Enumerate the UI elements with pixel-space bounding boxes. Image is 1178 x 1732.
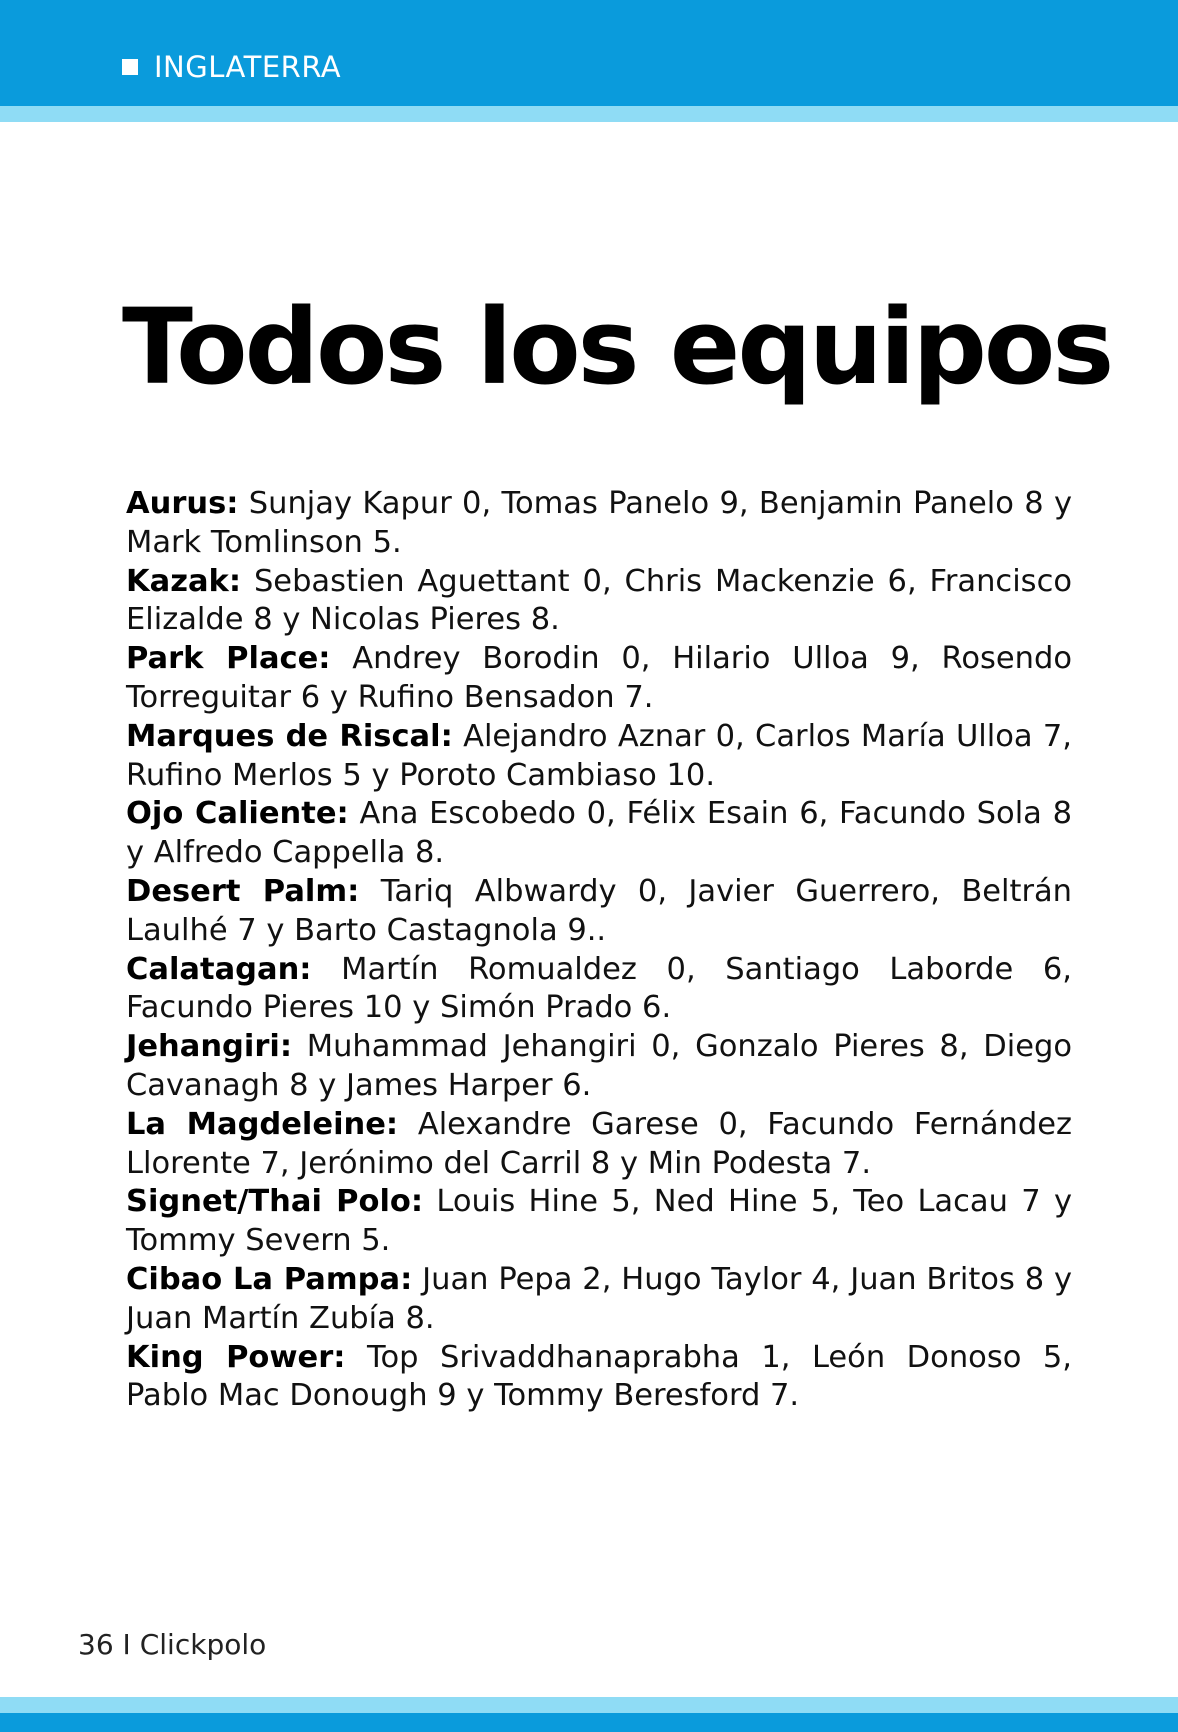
team-entry-desert-palm <box>126 873 1072 951</box>
team-name: La Magdeleine: <box>126 1106 399 1142</box>
team-players: Muhammad Jehangiri 0, Gonzalo Pieres 8, Diego Cavanagh 8 y James Harper 6. <box>126 1029 1072 1103</box>
team-name: Kazak: <box>126 563 242 599</box>
square-bullet-icon <box>122 59 138 75</box>
header-stripe <box>0 106 1178 122</box>
page-number: 36 <box>78 1628 114 1661</box>
page-footer <box>78 1628 266 1661</box>
team-name: Aurus: <box>126 486 239 521</box>
team-players: Juan Pepa 2, Hugo Taylor 4, Juan Britos 8 y Juan Martín Zubía 8. <box>126 1261 1072 1336</box>
team-name: Park Place: <box>126 641 331 677</box>
team-players: Alexandre Garese 0, Facundo Fernández Llorente 7, Jerónimo del Carril 8 y Min Podesta 7. <box>126 1106 1072 1181</box>
team-name: Cibao La Pampa: <box>126 1261 413 1297</box>
team-entry-calatagan <box>126 951 1072 1029</box>
team-name: Desert Palm: <box>126 873 360 909</box>
team-name: Signet/Thai Polo: <box>126 1184 424 1220</box>
team-players: Ana Escobedo 0, Félix Esain 6, Facundo Sola 8 y Alfredo Cappella 8. <box>126 796 1073 871</box>
team-entry-ojo-caliente <box>126 795 1072 873</box>
team-players: Tariq Albwardy 0, Javier Guerrero, Beltrán Laulhé 7 y Barto Castagnola 9.. <box>126 873 1072 948</box>
team-list <box>126 485 1072 1416</box>
section-header <box>122 50 341 84</box>
team-name: Jehangiri: <box>126 1029 293 1065</box>
footer-stripe <box>0 1697 1178 1713</box>
team-name: Marques de Riscal: <box>126 718 453 754</box>
team-name: King Power: <box>126 1339 346 1375</box>
team-players: Sebastien Aguettant 0, Chris Mackenzie 6, Francisco Elizalde 8 y Nicolas Pieres 8. <box>126 563 1072 638</box>
team-entry-cibao-la-pampa <box>126 1261 1072 1339</box>
team-entry-la-magdeleine <box>126 1106 1072 1184</box>
footer-band <box>0 1713 1178 1732</box>
team-players: Alejandro Aznar 0, Carlos María Ulloa 7, Rufino Merlos 5 y Poroto Cambiaso 10. <box>126 718 1072 793</box>
team-players: Andrey Borodin 0, Hilario Ulloa 9, Rosendo Torreguitar 6 y Rufino Bensadon 7. <box>126 641 1072 715</box>
page-title: Todos los equipos <box>122 286 1112 408</box>
team-players: Sunjay Kapur 0, Tomas Panelo 9, Benjamin Panelo 8 y Mark Tomlinson 5. <box>126 486 1073 560</box>
team-entry-king-power <box>126 1339 1072 1417</box>
team-players: Top Srivaddhanaprabha 1, León Donoso 5, Pablo Mac Donough 9 y Tommy Beresford 7. <box>126 1339 1072 1414</box>
team-name: Calatagan: <box>126 951 312 987</box>
team-entry-marques-de-riscal <box>126 718 1072 796</box>
team-players: Martín Romualdez 0, Santiago Laborde 6, Facundo Pieres 10 y Simón Prado 6. <box>126 951 1072 1026</box>
footer-separator: I <box>122 1628 131 1661</box>
team-entry-kazak <box>126 563 1072 641</box>
team-entry-park-place <box>126 640 1072 718</box>
team-name: Ojo Caliente: <box>126 796 349 832</box>
team-entry-jehangiri <box>126 1028 1072 1106</box>
team-players: Louis Hine 5, Ned Hine 5, Teo Lacau 7 y Tommy Severn 5. <box>126 1184 1072 1259</box>
publication-name: Clickpolo <box>139 1628 267 1661</box>
team-entry-aurus <box>126 485 1072 563</box>
section-label: INGLATERRA <box>154 50 342 84</box>
team-entry-signet-thai-polo <box>126 1183 1072 1261</box>
